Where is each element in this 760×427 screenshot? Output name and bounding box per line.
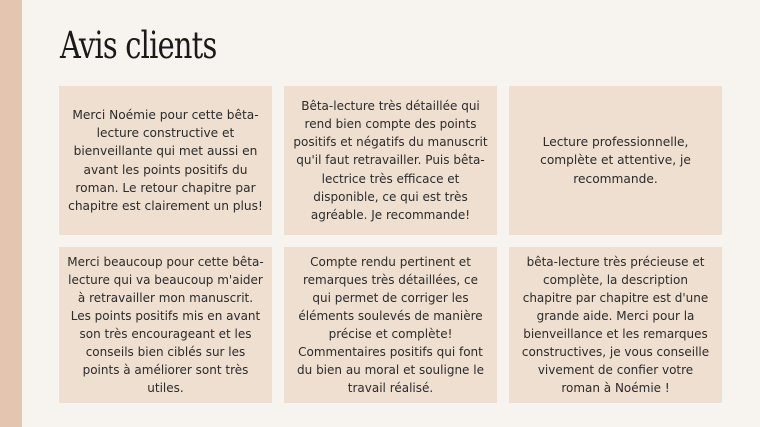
review-text: Bêta-lecture très détaillée qui rend bien compte des points positifs et négatifs du manuscrit qu'il faut retravailler. Puis bêta-lectrice très efficace et disponible, ce qui est très agréable. Je recommande! <box>293 99 488 222</box>
review-card <box>59 86 272 235</box>
review-text: Compte rendu pertinent et remarques très détaillées, ce qui permet de corriger les éléments soulevés de manière précise et complète! Commentaires positifs qui font du bien au moral et souligne le travail réalisé. <box>297 254 484 396</box>
review-text: bêta-lecture très précieuse et complète, la description chapitre par chapitre est d'une grande aide. Merci pour la bienveillance et les remarques constructives, je vous conseille vivement de confier votre roman à Noémie ! <box>521 254 710 396</box>
left-accent-stripe <box>0 0 22 427</box>
review-card <box>284 86 497 235</box>
review-text: Merci Noémie pour cette bêta-lecture constructive et bienveillante qui met aussi en avant les points positifs du roman. Le retour chapitre par chapitre est clairement un plus! <box>68 107 263 213</box>
page-title: Avis clients <box>60 24 217 67</box>
review-text: Lecture professionnelle, complète et attentive, je recommande. <box>540 135 691 186</box>
review-card <box>509 247 722 403</box>
review-card <box>59 247 272 403</box>
review-card <box>509 86 722 235</box>
review-text: Merci beaucoup pour cette bêta-lecture qui va beaucoup m'aider à retravailler mon manuscrit. Les points positifs mis en avant son très encourageant et les conseils bien ciblés sur les points à améliorer sont très utiles. <box>67 254 264 396</box>
review-card <box>284 247 497 403</box>
